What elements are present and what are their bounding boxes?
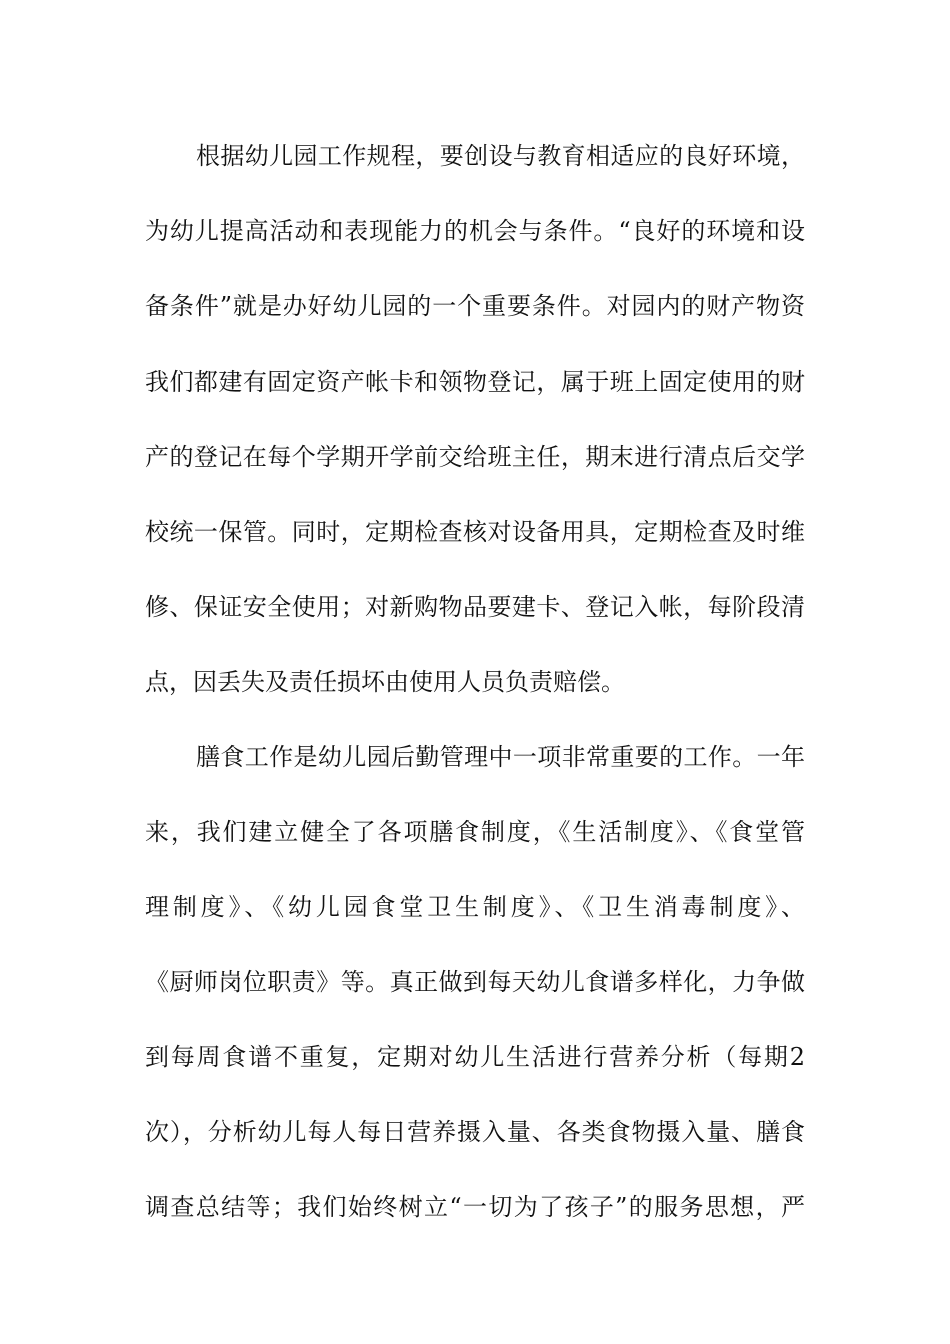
text-line: 《厨师岗位职责》等。真正做到每天幼儿食谱多样化，力争做	[145, 968, 805, 996]
text-line: 理制度》、《幼儿园食堂卫生制度》、《卫生消毒制度》、	[145, 893, 805, 921]
text-line: 修、保证安全使用；对新购物品要建卡、登记入帐，每阶段清	[145, 593, 805, 621]
text-line: 膳食工作是幼儿园后勤管理中一项非常重要的工作。一年	[196, 743, 805, 771]
text-line: 调查总结等；我们始终树立“一切为了孩子”的服务思想，严	[145, 1193, 805, 1221]
text-line: 到每周食谱不重复，定期对幼儿生活进行营养分析（每期2	[145, 1043, 805, 1071]
text-line: 为幼儿提高活动和表现能力的机会与条件。“良好的环境和设	[145, 217, 805, 245]
text-line: 我们都建有固定资产帐卡和领物登记，属于班上固定使用的财	[145, 368, 805, 396]
text-line: 点，因丢失及责任损坏由使用人员负责赔偿。	[145, 668, 625, 696]
text-line: 根据幼儿园工作规程，要创设与教育相适应的良好环境，	[196, 142, 805, 170]
text-line: 产的登记在每个学期开学前交给班主任，期末进行清点后交学	[145, 443, 805, 471]
text-line: 校统一保管。同时，定期检查核对设备用具，定期检查及时维	[145, 518, 805, 546]
text-line: 备条件”就是办好幼儿园的一个重要条件。对园内的财产物资	[145, 292, 805, 320]
text-line: 次），分析幼儿每人每日营养摄入量、各类食物摄入量、膳食	[145, 1118, 805, 1146]
text-line: 来，我们建立健全了各项膳食制度，《生活制度》、《食堂管	[145, 818, 805, 846]
